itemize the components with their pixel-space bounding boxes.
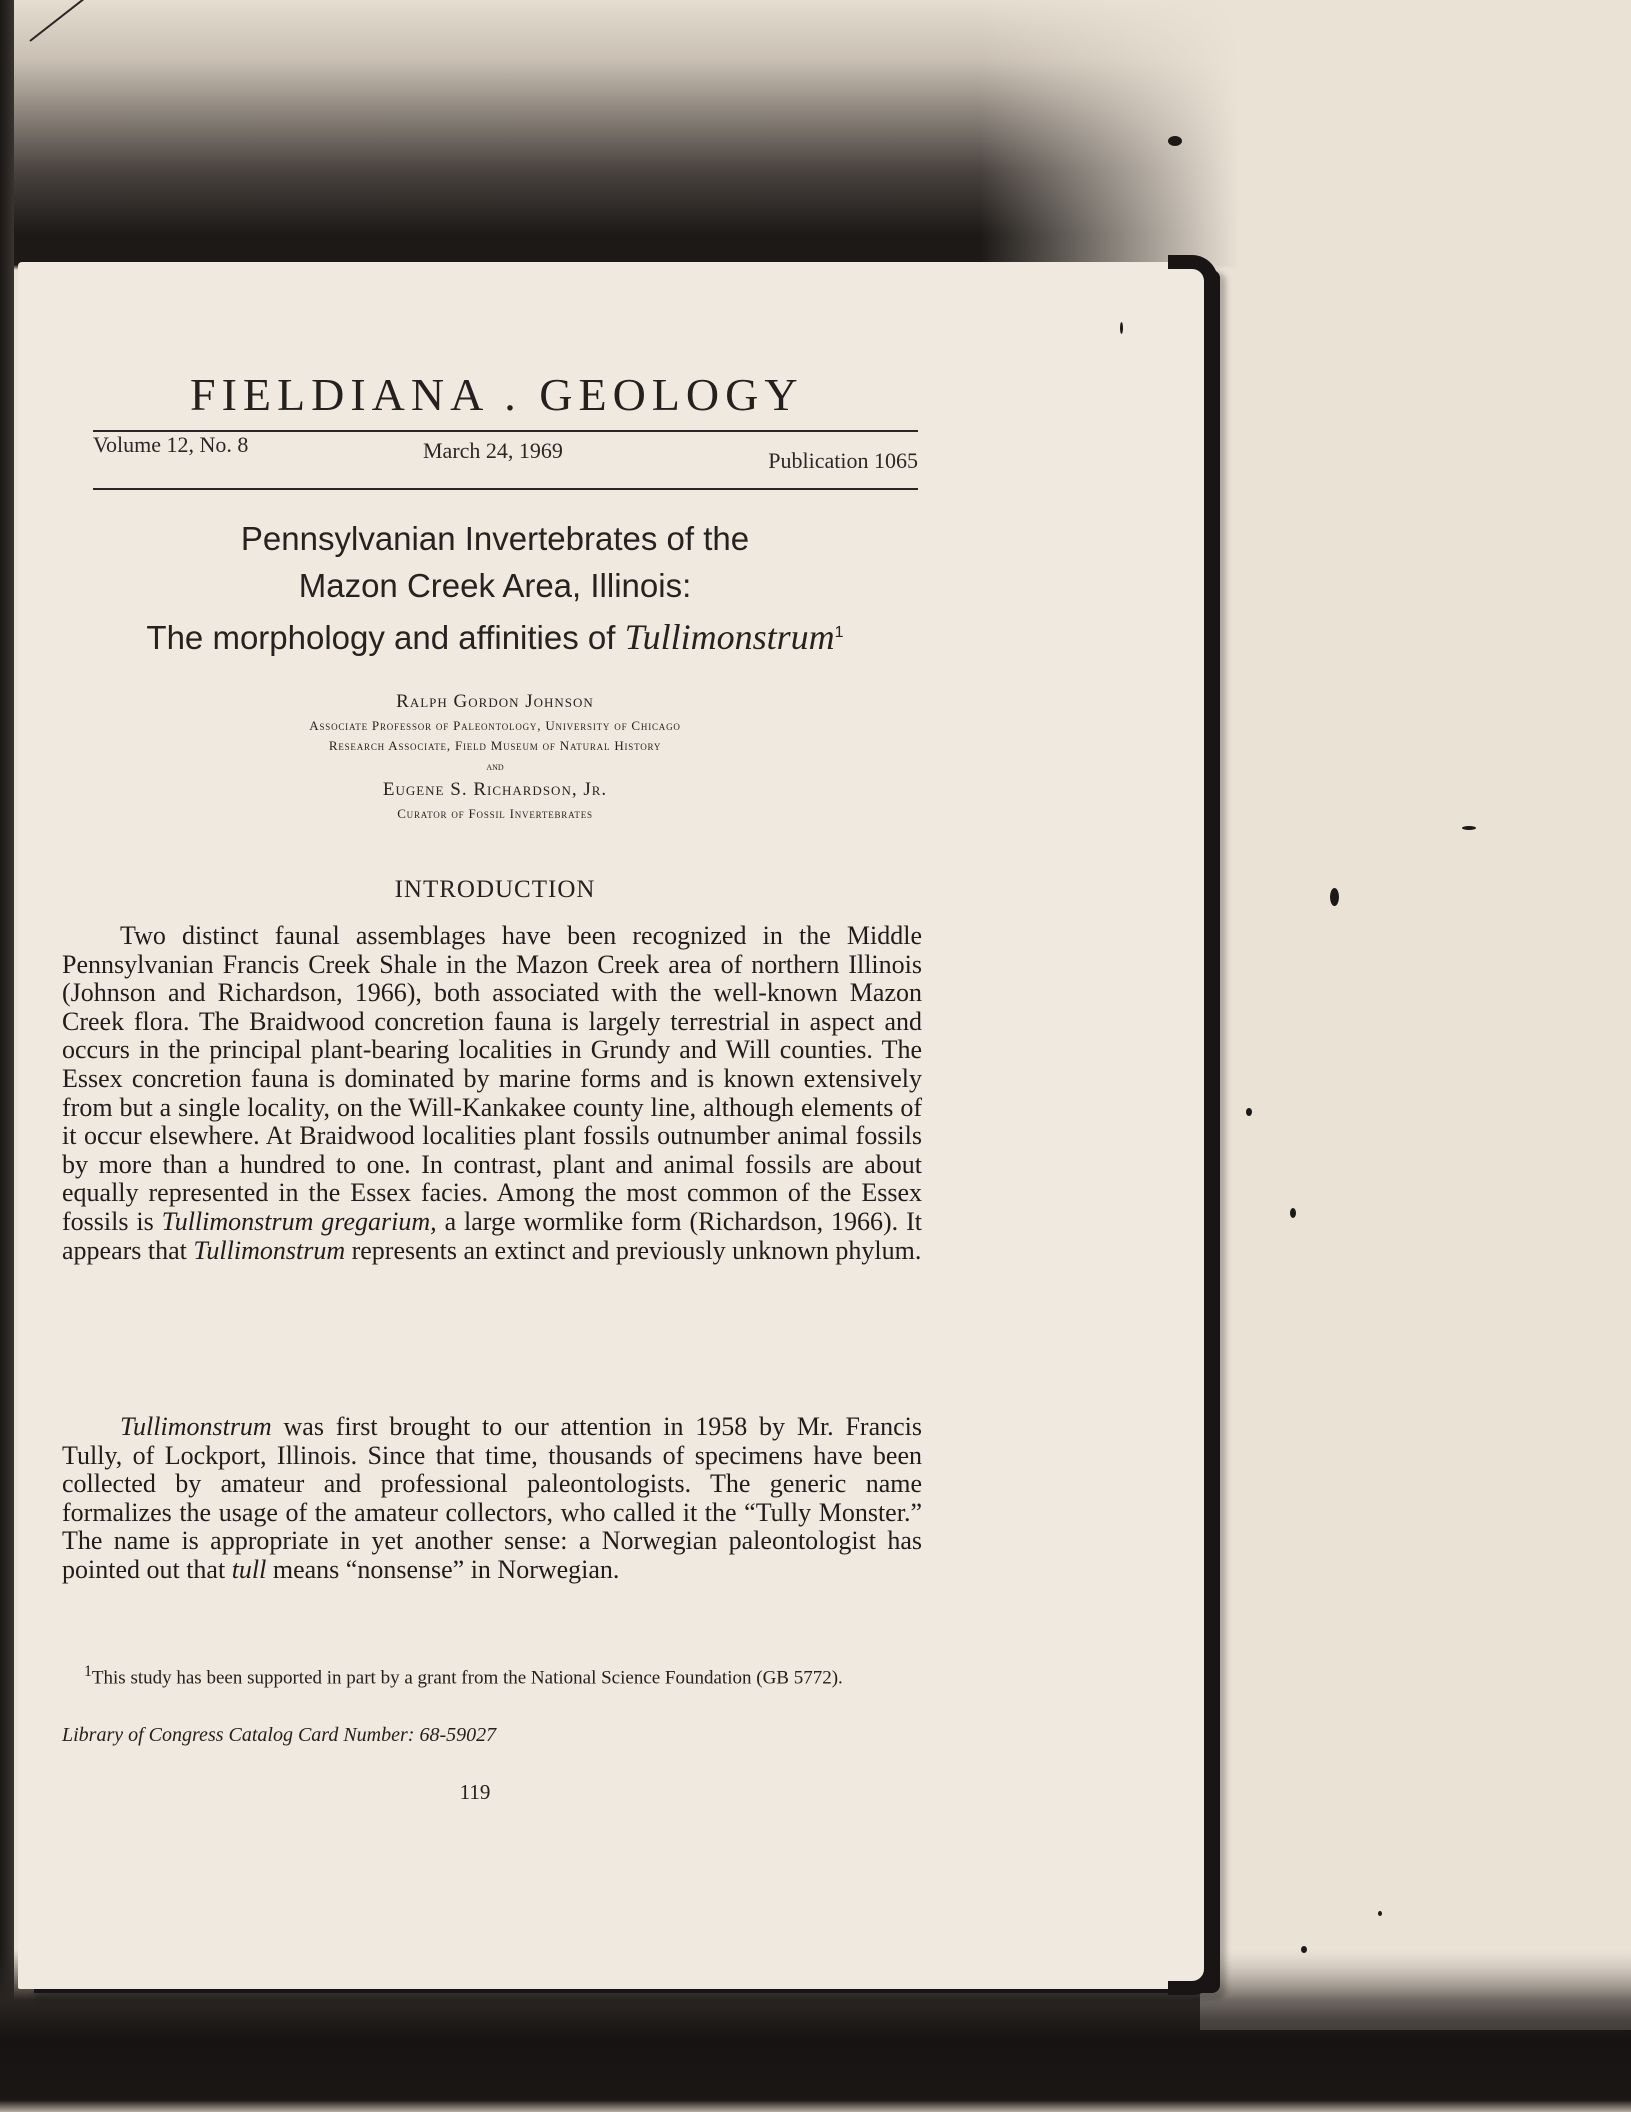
title-genus: Tullimonstrum — [624, 617, 835, 657]
scan-top-shadow-fade — [980, 0, 1631, 280]
author-affiliation: Curator of Fossil Invertebrates — [397, 806, 593, 821]
title-line-3 — [60, 609, 930, 661]
footnote-mark: 1 — [84, 1663, 92, 1680]
article-title — [60, 515, 930, 661]
body-paragraph — [62, 1413, 922, 1585]
paragraph-text: represents an extinct and previously unknown phylum. — [351, 1235, 922, 1265]
header-rule-bottom — [93, 488, 918, 490]
dust-speck — [1462, 826, 1476, 830]
genus-name: Tullimonstrum — [120, 1412, 272, 1441]
title-footnote-mark: 1 — [834, 624, 844, 641]
dust-speck — [1378, 1911, 1382, 1916]
title-line-2: Mazon Creek Area, Illinois: — [298, 567, 692, 604]
section-heading: INTRODUCTION — [394, 876, 596, 903]
page-binding-edge — [1168, 255, 1218, 1995]
genus-name: Tullimonstrum — [193, 1235, 346, 1265]
dust-speck — [1246, 1108, 1252, 1116]
author-affiliation: Research Associate, Field Museum of Natural History — [328, 738, 662, 753]
dust-speck — [1330, 888, 1339, 906]
footnote — [62, 1662, 902, 1688]
journal-title: FIELDIANA . GEOLOGY — [190, 369, 804, 420]
scan-left-edge — [0, 0, 14, 2112]
catalog-card-number: Library of Congress Catalog Card Number: 68-59027 — [62, 1724, 497, 1746]
paragraph-text: Two distinct faunal assemblages have been recognized in the Middle Pennsylvanian Francis Creek Shale in the Mazon Creek area of northern Illinois (Johnson and Richardson, 1966), both associated with the well-known Mazon Creek flora. The Braidwood concretion fauna is largely terrestrial in aspect and occurs in the principal plant-bearing localities in Grundy and Will counties. The Essex concretion fauna is dominated by marine forms and is known extensively from but a single locality, on the Will-Kankakee county line, although elements of it occur elsewhere. At Braidwood localities plant fossils outnumber animal fossils by more than a hundred to one. In contrast, plant and animal fossils are about equally represented in the Essex facies. Among the most common of the Essex fossils is — [62, 921, 922, 1236]
footnote-text: This study has been supported in part by a grant from the National Science Foundation (GB 5772). — [91, 1667, 843, 1689]
title-line-1: Pennsylvanian Invertebrates of the — [240, 520, 750, 557]
paragraph-text: means “nonsense” in Norwegian. — [272, 1554, 620, 1584]
dust-speck — [1168, 136, 1182, 146]
species-name: Tullimonstrum gregarium, — [161, 1206, 437, 1236]
dust-speck — [1120, 322, 1123, 334]
paragraph-text: a large wormlike form (Richardson, 1966). It appears that — [62, 1206, 922, 1265]
issue-volume: Volume 12, No. 8 — [93, 432, 249, 457]
author-block — [60, 688, 930, 824]
title-line-3-prefix: The morphology and affinities of — [146, 619, 616, 656]
scan-bottom-fade — [1200, 1920, 1631, 2030]
author-affiliation: Associate Professor of Paleontology, University of Chicago — [309, 718, 681, 733]
author-name: Eugene S. Richardson, Jr. — [382, 779, 608, 800]
issue-date: March 24, 1969 — [423, 438, 563, 463]
author-name: Ralph Gordon Johnson — [396, 691, 594, 712]
page-number: 119 — [459, 1780, 491, 1804]
paragraph-text: was first brought to our attention in 1958 by Mr. Francis Tully, of Lockport, Illinois. Since that time, thousands of specimens have been collected by amateur and professional paleontologists. The generic name formalizes the usage of the amateur collectors, who called it the “Tully Monster.” The name is appropriate in yet another sense: a Norwegian paleontologist has pointed out that — [62, 1412, 923, 1584]
dust-speck — [1290, 1208, 1296, 1218]
author-joiner: and — [486, 759, 504, 773]
dust-speck — [1301, 1946, 1307, 1953]
issue-publication: Publication 1065 — [768, 448, 918, 473]
body-paragraph — [62, 922, 922, 1265]
word-tull: tull — [231, 1554, 267, 1584]
